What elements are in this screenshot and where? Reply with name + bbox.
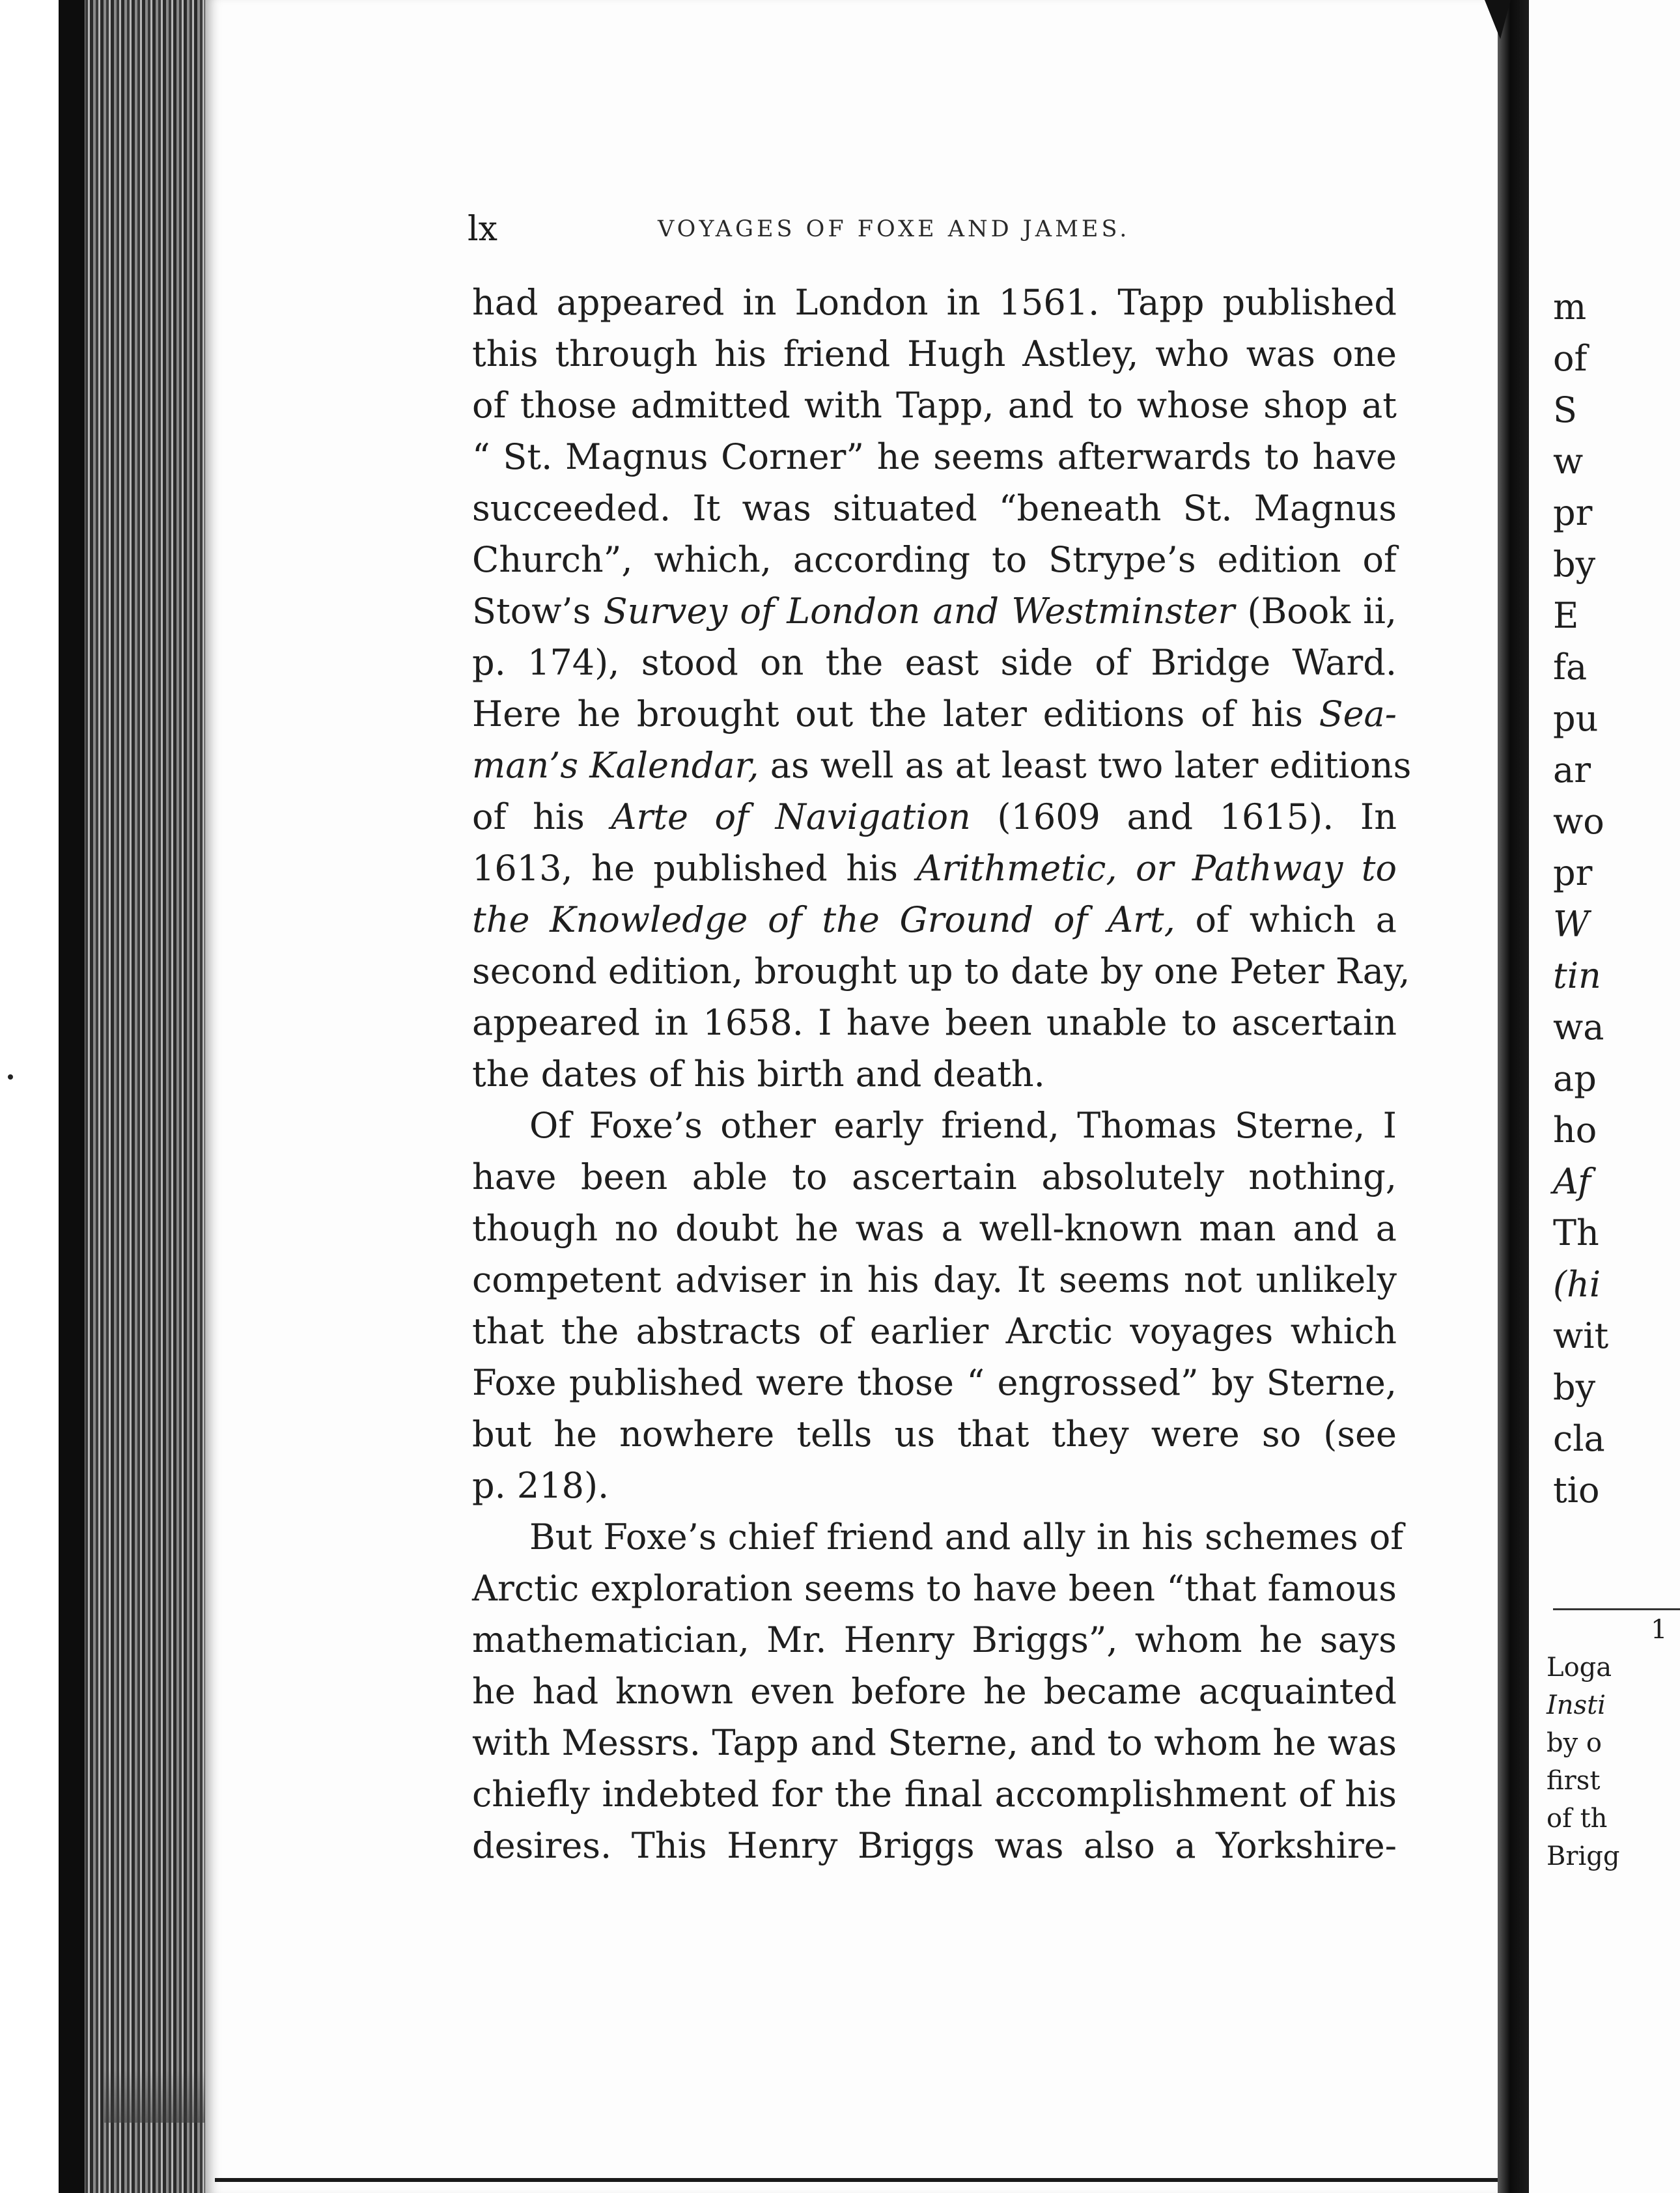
text-span: second edition, brought up to date by one Peter Ray, bbox=[472, 951, 1410, 992]
right-page-line: Th bbox=[1553, 1212, 1599, 1253]
text-line bbox=[472, 1820, 1397, 1871]
text-span: Stow’s bbox=[472, 591, 604, 632]
text-line bbox=[472, 277, 1397, 328]
right-page-line: pr bbox=[1553, 492, 1593, 533]
right-page-line: Af bbox=[1553, 1161, 1591, 1202]
running-head: VOYAGES OF FOXE AND JAMES. bbox=[658, 216, 1130, 242]
text-span: desires. This Henry Briggs was also a Yorkshire- bbox=[472, 1825, 1397, 1866]
text-line bbox=[472, 1717, 1397, 1768]
text-span: p. 174), stood on the east side of Bridge Ward. bbox=[472, 642, 1397, 683]
italic-title: Survey of London and Westminster bbox=[603, 591, 1235, 632]
text-line bbox=[472, 585, 1397, 637]
text-span: of his bbox=[472, 796, 611, 837]
text-span: Church”, which, according to Strype’s edition of bbox=[472, 539, 1397, 580]
text-span: have been able to ascertain absolutely nothing, bbox=[472, 1156, 1397, 1197]
text-line bbox=[472, 843, 1397, 894]
right-page-line: by bbox=[1553, 544, 1596, 585]
text-span: this through his friend Hugh Astley, who was one bbox=[472, 333, 1397, 374]
italic-title: Sea- bbox=[1319, 693, 1397, 734]
right-page-line: pr bbox=[1553, 852, 1593, 893]
text-span: but he nowhere tells us that they were so (see bbox=[472, 1414, 1397, 1455]
text-span: Arctic exploration seems to have been “that famous bbox=[472, 1568, 1397, 1609]
text-span: succeeded. It was situated “beneath St. Magnus bbox=[472, 488, 1397, 529]
text-line bbox=[472, 1460, 1397, 1511]
text-span: competent adviser in his day. It seems not unlikely bbox=[472, 1259, 1397, 1300]
text-span: of those admitted with Tapp, and to whose shop at bbox=[472, 385, 1397, 426]
right-page-line: m bbox=[1553, 286, 1587, 328]
right-page-line: E bbox=[1553, 595, 1579, 636]
right-page-line: fa bbox=[1553, 647, 1588, 688]
text-span: (Book ii, bbox=[1235, 591, 1397, 632]
text-span: that the abstracts of earlier Arctic voyages which bbox=[472, 1311, 1397, 1352]
right-page-line: wit bbox=[1553, 1315, 1609, 1356]
text-span: “ St. Magnus Corner” he seems afterwards to have bbox=[472, 436, 1397, 477]
right-page-footnote-line: of th bbox=[1547, 1804, 1608, 1834]
right-page-footnote-line: Insti bbox=[1547, 1690, 1606, 1720]
italic-title: Arithmetic, or Pathway to bbox=[916, 848, 1397, 889]
text-line bbox=[472, 1203, 1397, 1254]
text-span: Of Foxe’s other early friend, Thomas Sterne, I bbox=[529, 1105, 1397, 1146]
text-line bbox=[472, 740, 1412, 791]
text-line bbox=[472, 1408, 1397, 1460]
page-folio: lx bbox=[468, 210, 497, 249]
right-page-line: cla bbox=[1553, 1418, 1605, 1459]
book-spine-shadow bbox=[59, 0, 85, 2193]
text-span: (1609 and 1615). In bbox=[970, 796, 1397, 837]
text-span: But Foxe’s chief friend and ally in his schemes of bbox=[529, 1516, 1404, 1557]
text-span: though no doubt he was a well-known man and a bbox=[472, 1208, 1397, 1249]
page-bottom-edge bbox=[215, 2178, 1511, 2182]
right-page-line: ap bbox=[1553, 1058, 1597, 1099]
right-page-line: ho bbox=[1553, 1110, 1597, 1151]
italic-title: man’s Kalendar, bbox=[472, 745, 759, 786]
right-page-line: w bbox=[1553, 441, 1584, 482]
right-page-line: tin bbox=[1553, 955, 1601, 996]
right-page-line: ar bbox=[1553, 749, 1591, 790]
text-line bbox=[472, 534, 1397, 585]
text-line bbox=[472, 1563, 1397, 1614]
right-page-line: by bbox=[1553, 1367, 1596, 1408]
text-span: of which a bbox=[1175, 899, 1397, 940]
right-page-footnote-line: Brigg bbox=[1547, 1841, 1620, 1871]
text-span: he had known even before he became acquainted bbox=[472, 1671, 1397, 1712]
italic-title: the Knowledge of the Ground of Art, bbox=[472, 899, 1175, 940]
text-line bbox=[472, 1100, 1397, 1151]
text-span: appeared in 1658. I have been unable to ascertain bbox=[472, 1002, 1397, 1043]
right-page-footnote-line: first bbox=[1547, 1766, 1601, 1796]
text-line bbox=[472, 997, 1397, 1048]
right-page-line: pu bbox=[1553, 698, 1599, 739]
right-page-line: W bbox=[1553, 904, 1589, 945]
text-line bbox=[472, 688, 1397, 740]
text-line bbox=[472, 1614, 1397, 1666]
text-span: chiefly indebted for the final accomplishment of his bbox=[472, 1774, 1397, 1815]
text-line bbox=[472, 791, 1397, 843]
text-line bbox=[472, 431, 1397, 482]
text-line bbox=[472, 1357, 1397, 1408]
book-gutter bbox=[1498, 0, 1529, 2193]
text-line bbox=[472, 1151, 1397, 1203]
text-line bbox=[472, 482, 1397, 534]
text-line bbox=[472, 1511, 1404, 1563]
text-line bbox=[472, 637, 1397, 688]
text-span: Foxe published were those “ engrossed” by Sterne, bbox=[472, 1362, 1397, 1403]
text-line bbox=[472, 1306, 1397, 1357]
text-line bbox=[472, 945, 1410, 997]
italic-title: Arte of Navigation bbox=[611, 796, 971, 837]
text-line bbox=[472, 1768, 1397, 1820]
footnote-rule bbox=[1553, 1608, 1680, 1610]
right-page-footnote-line: Loga bbox=[1547, 1653, 1612, 1683]
text-span: as well as at least two later editions bbox=[759, 745, 1412, 786]
right-page-line: of bbox=[1553, 338, 1588, 379]
right-page-line: tio bbox=[1553, 1470, 1600, 1511]
text-line bbox=[472, 1666, 1397, 1717]
text-span: had appeared in London in 1561. Tapp published bbox=[472, 282, 1397, 323]
right-page-line: wo bbox=[1553, 801, 1604, 842]
right-page-line: (hi bbox=[1553, 1264, 1601, 1305]
text-span: p. 218). bbox=[472, 1465, 609, 1506]
text-line bbox=[472, 380, 1397, 431]
body-text bbox=[472, 277, 1412, 1871]
text-span: the dates of his birth and death. bbox=[472, 1054, 1045, 1095]
text-line bbox=[472, 1254, 1397, 1306]
right-page-line: S bbox=[1553, 389, 1577, 430]
text-span: with Messrs. Tapp and Sterne, and to whom he was bbox=[472, 1722, 1397, 1763]
right-page-line: wa bbox=[1553, 1007, 1604, 1048]
text-line bbox=[472, 1048, 1397, 1100]
text-line bbox=[472, 328, 1397, 380]
text-span: 1613, he published his bbox=[472, 848, 917, 889]
right-page-footnote-line: by o bbox=[1547, 1728, 1602, 1758]
text-span: mathematician, Mr. Henry Briggs”, whom he says bbox=[472, 1619, 1397, 1660]
scan-speck bbox=[8, 1074, 13, 1080]
right-page-footnote-line: 1 bbox=[1651, 1615, 1668, 1645]
text-span: Here he brought out the later editions of his bbox=[472, 693, 1319, 734]
text-line bbox=[472, 894, 1397, 945]
